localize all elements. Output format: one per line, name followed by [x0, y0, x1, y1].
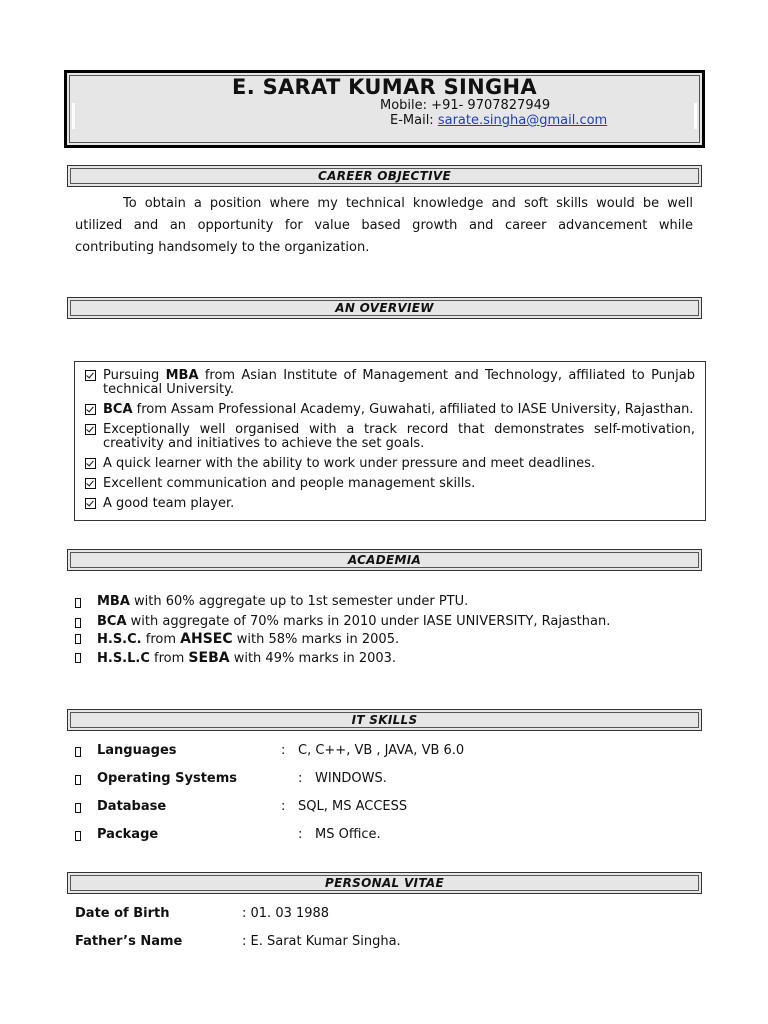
career-objective-heading: CAREER OBJECTIVE — [67, 165, 702, 187]
square-bullet-icon — [75, 831, 81, 841]
overview-box — [74, 361, 706, 521]
mobile-label: Mobile: — [380, 98, 428, 113]
skill-label: Languages — [97, 743, 177, 758]
email-label: E-Mail: — [390, 113, 434, 128]
overview-list — [75, 362, 705, 511]
overview-item: Pursuing MBA from Asian Institute of Management and Technology, affiliated to Punjab technical University. — [85, 369, 695, 397]
overview-item: A good team player. — [85, 497, 695, 511]
academia-row: MBA with 60% aggregate up to 1st semester under PTU. — [97, 594, 469, 609]
square-bullet-icon — [75, 634, 81, 644]
academia-heading: ACADEMIA — [67, 549, 702, 571]
skill-value: C, C++, VB , JAVA, VB 6.0 — [298, 743, 465, 758]
skill-label: Operating Systems — [97, 771, 238, 786]
skill-value: WINDOWS. — [315, 771, 387, 786]
square-bullet-icon — [75, 618, 81, 628]
academia-row: H.S.C. from AHSEC with 58% marks in 2005. — [97, 631, 400, 647]
personal-value: : 01. 03 1988 — [242, 906, 330, 921]
overview-item: BCA from Assam Professional Academy, Guwahati, affiliated to IASE University, Rajasthan. — [85, 403, 695, 417]
academia-row: BCA with aggregate of 70% marks in 2010 under IASE UNIVERSITY, Rajasthan. — [97, 614, 611, 629]
skill-colon: : — [281, 799, 286, 814]
skill-colon: : — [298, 771, 303, 786]
checkbox-icon — [85, 458, 96, 469]
skill-value: SQL, MS ACCESS — [298, 799, 408, 814]
skill-label: Database — [97, 799, 167, 814]
personal-vitae-heading: PERSONAL VITAE — [67, 872, 702, 894]
header-notch-left — [72, 103, 75, 129]
email-line — [390, 113, 607, 128]
it-skills-heading: IT SKILLS — [67, 709, 702, 731]
square-bullet-icon — [75, 747, 81, 757]
overview-heading: AN OVERVIEW — [67, 297, 702, 319]
header-notch-right — [694, 103, 697, 129]
overview-item: Excellent communication and people management skills. — [85, 477, 695, 491]
square-bullet-icon — [75, 653, 81, 663]
overview-item: Exceptionally well organised with a track record that demonstrates self-motivation, creativity and initiatives to achieve the set goals. — [85, 423, 695, 451]
skill-label: Package — [97, 827, 159, 842]
square-bullet-icon — [75, 775, 81, 785]
skill-value: MS Office. — [315, 827, 381, 842]
checkbox-icon — [85, 498, 96, 509]
personal-label: Father’s Name — [75, 934, 183, 949]
mobile-line — [380, 98, 550, 113]
square-bullet-icon — [75, 598, 81, 608]
email-link[interactable]: sarate.singha@gmail.com — [437, 113, 608, 128]
checkbox-icon — [85, 404, 96, 415]
skill-colon: : — [281, 743, 286, 758]
personal-label: Date of Birth — [75, 906, 170, 921]
personal-value: : E. Sarat Kumar Singha. — [242, 934, 401, 949]
mobile-value: +91- 9707827949 — [431, 98, 551, 113]
skill-colon: : — [298, 827, 303, 842]
candidate-name: E. SARAT KUMAR SINGHA — [232, 75, 537, 99]
checkbox-icon — [85, 478, 96, 489]
checkbox-icon — [85, 424, 96, 435]
overview-item: A quick learner with the ability to work under pressure and meet deadlines. — [85, 457, 695, 471]
academia-row: H.S.L.C from SEBA with 49% marks in 2003. — [97, 650, 397, 666]
career-objective-text: To obtain a position where my technical knowledge and soft skills would be well utilized and an opportunity for value based growth and career advancement while contributing handsomely to the organization. — [75, 196, 693, 255]
checkbox-icon — [85, 370, 96, 381]
square-bullet-icon — [75, 803, 81, 813]
